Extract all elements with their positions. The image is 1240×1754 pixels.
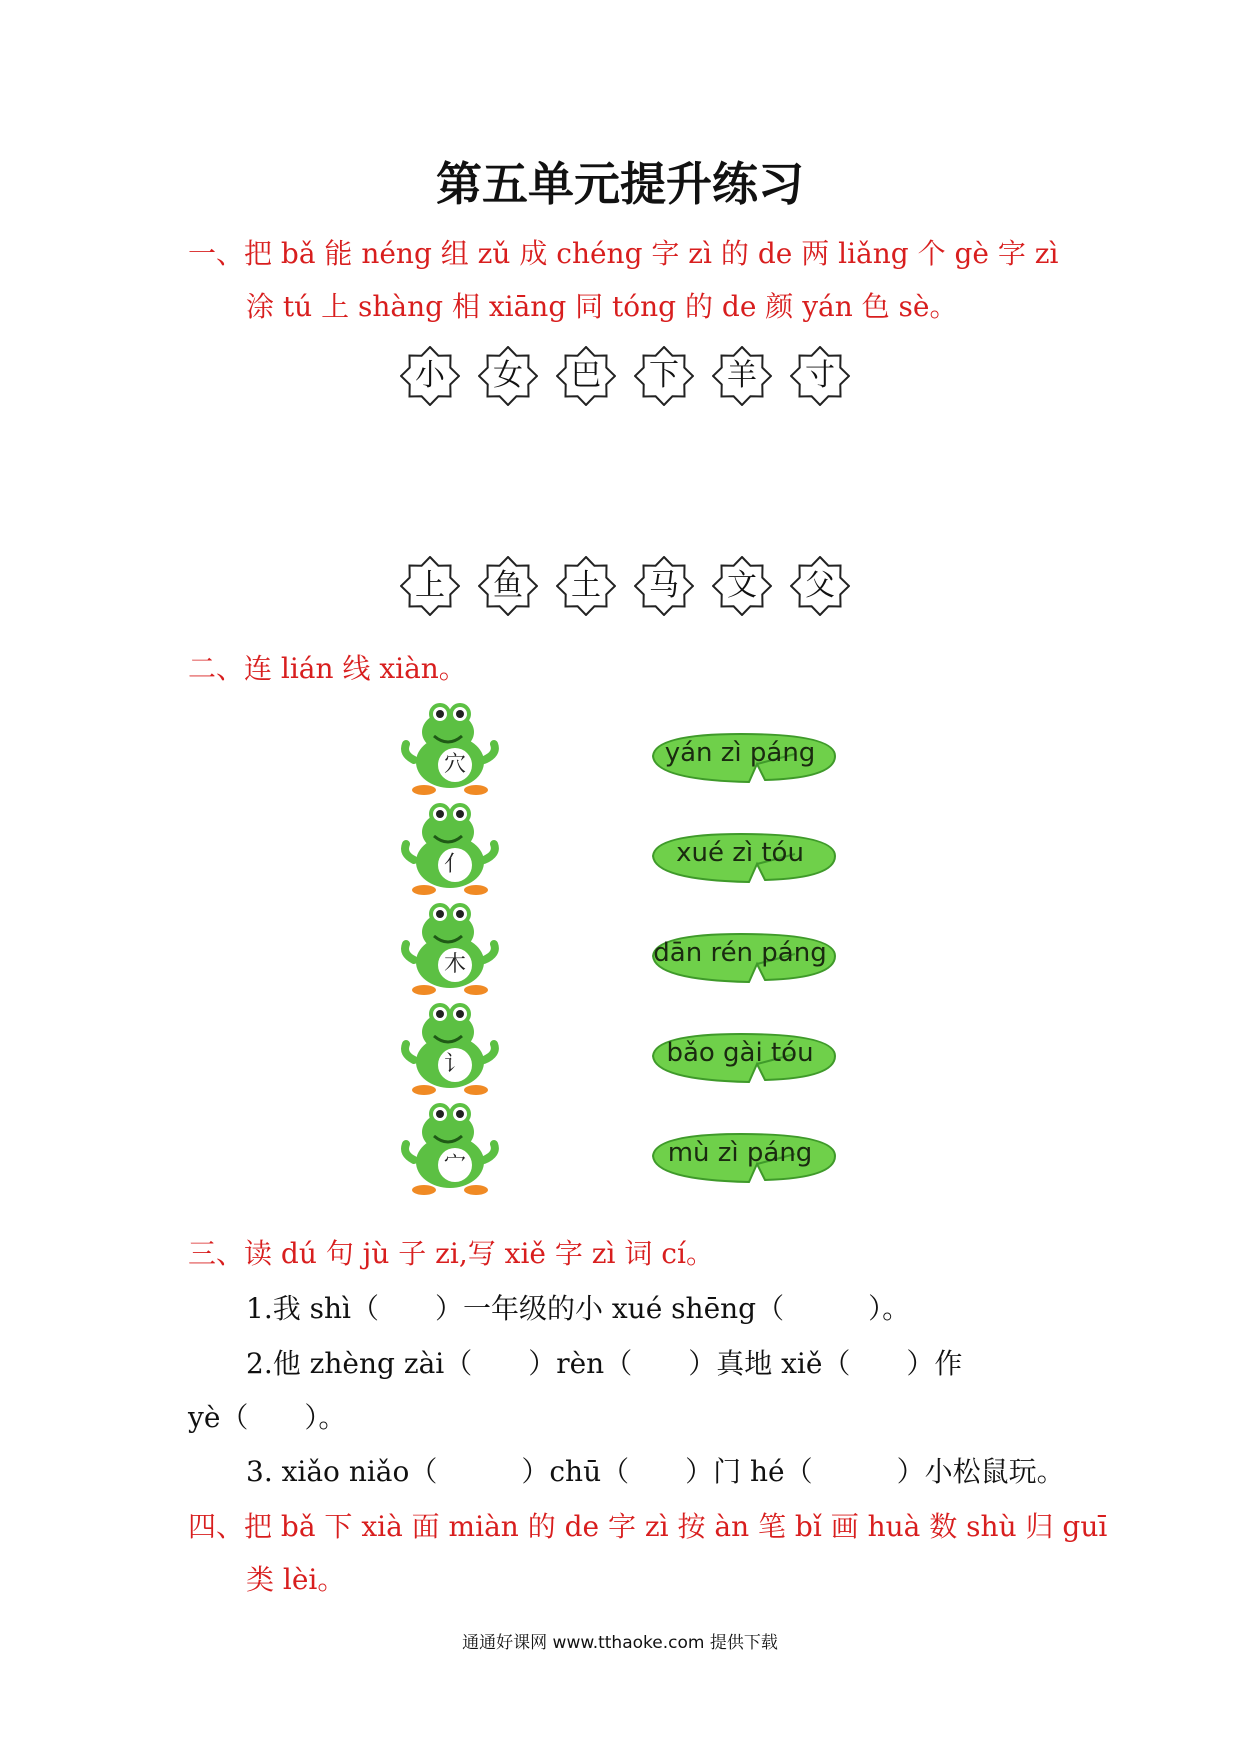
character-star (478, 556, 538, 616)
star-character: 上 (415, 568, 445, 603)
q1-instruction-line1: 一、把 bǎ 能 néng 组 zǔ 成 chéng 字 zì 的 de 两 liǎng 个 gè 字 zì (188, 237, 1059, 270)
q3-heading: 三、读 dú 句 jù 子 zi,写 xiě 字 zì 词 cí。 (188, 1237, 714, 1270)
star-character: 下 (649, 358, 679, 393)
frog-card[interactable] (400, 1000, 500, 1096)
frog-radical: 宀 (438, 1148, 472, 1182)
q3-sentence-1: 1.我 shì（ ）一年级的小 xué shēng（ ）。 (246, 1292, 911, 1325)
character-star (556, 556, 616, 616)
character-star (400, 556, 460, 616)
character-star (712, 346, 772, 406)
leaf-card[interactable] (645, 830, 845, 886)
leaf-label: bǎo gài tóu (666, 1038, 814, 1068)
frog-card[interactable] (400, 1100, 500, 1196)
frog-card[interactable] (400, 700, 500, 796)
character-star (478, 346, 538, 406)
q3-sentence-2b: yè（ ）。 (188, 1401, 347, 1434)
frog-card[interactable] (400, 800, 500, 896)
q3-sentence-3: 3. xiǎo niǎo（ ）chū（ ）门 hé（ ）小松鼠玩。 (246, 1455, 1065, 1488)
leaf-card[interactable] (645, 1030, 845, 1086)
star-character: 马 (649, 568, 679, 603)
leaf-label: dān rén páng (653, 938, 827, 968)
q1-instruction-line2: 涂 tú 上 shàng 相 xiāng 同 tóng 的 de 颜 yán 色 sè。 (246, 290, 958, 323)
q3-sentence-2a: 2.他 zhèng zài（ ）rèn（ ）真地 xiě（ ）作 (246, 1347, 963, 1380)
leaf-label: mù zì páng (667, 1138, 813, 1168)
star-character: 女 (493, 358, 523, 393)
character-star (556, 346, 616, 406)
star-character: 小 (415, 358, 445, 393)
star-character: 巴 (571, 358, 601, 393)
character-star (790, 556, 850, 616)
star-character: 土 (571, 568, 601, 603)
q2-heading: 二、连 lián 线 xiàn。 (188, 652, 467, 685)
frog-radical: 亻 (438, 848, 472, 882)
frog-radical: 穴 (438, 748, 472, 782)
leaf-label: yán zì páng (664, 738, 816, 768)
character-star (712, 556, 772, 616)
character-star (634, 346, 694, 406)
frog-radical: 木 (438, 948, 472, 982)
character-star (400, 346, 460, 406)
character-star (634, 556, 694, 616)
star-character: 父 (805, 568, 835, 603)
frog-card[interactable] (400, 900, 500, 996)
star-character: 羊 (727, 358, 757, 393)
page-title: 第五单元提升练习 (436, 157, 804, 211)
character-star (790, 346, 850, 406)
footer-credit: 通通好课网 www.tthaoke.com 提供下载 (462, 1633, 778, 1653)
leaf-card[interactable] (645, 730, 845, 786)
character-stars-row2 (400, 556, 850, 616)
frog-radical: 讠 (438, 1048, 472, 1082)
leaf-card[interactable] (645, 1130, 845, 1186)
leaf-card[interactable] (645, 930, 845, 986)
star-character: 鱼 (493, 568, 523, 603)
character-stars-row1 (400, 346, 850, 406)
q4-instruction-line2: 类 lèi。 (246, 1563, 346, 1596)
leaf-label: xué zì tóu (676, 838, 804, 868)
star-character: 寸 (805, 358, 835, 393)
q4-instruction-line1: 四、把 bǎ 下 xià 面 miàn 的 de 字 zì 按 àn 笔 bǐ 画 huà 数 shù 归 guī (188, 1510, 1108, 1543)
star-character: 文 (727, 568, 757, 603)
